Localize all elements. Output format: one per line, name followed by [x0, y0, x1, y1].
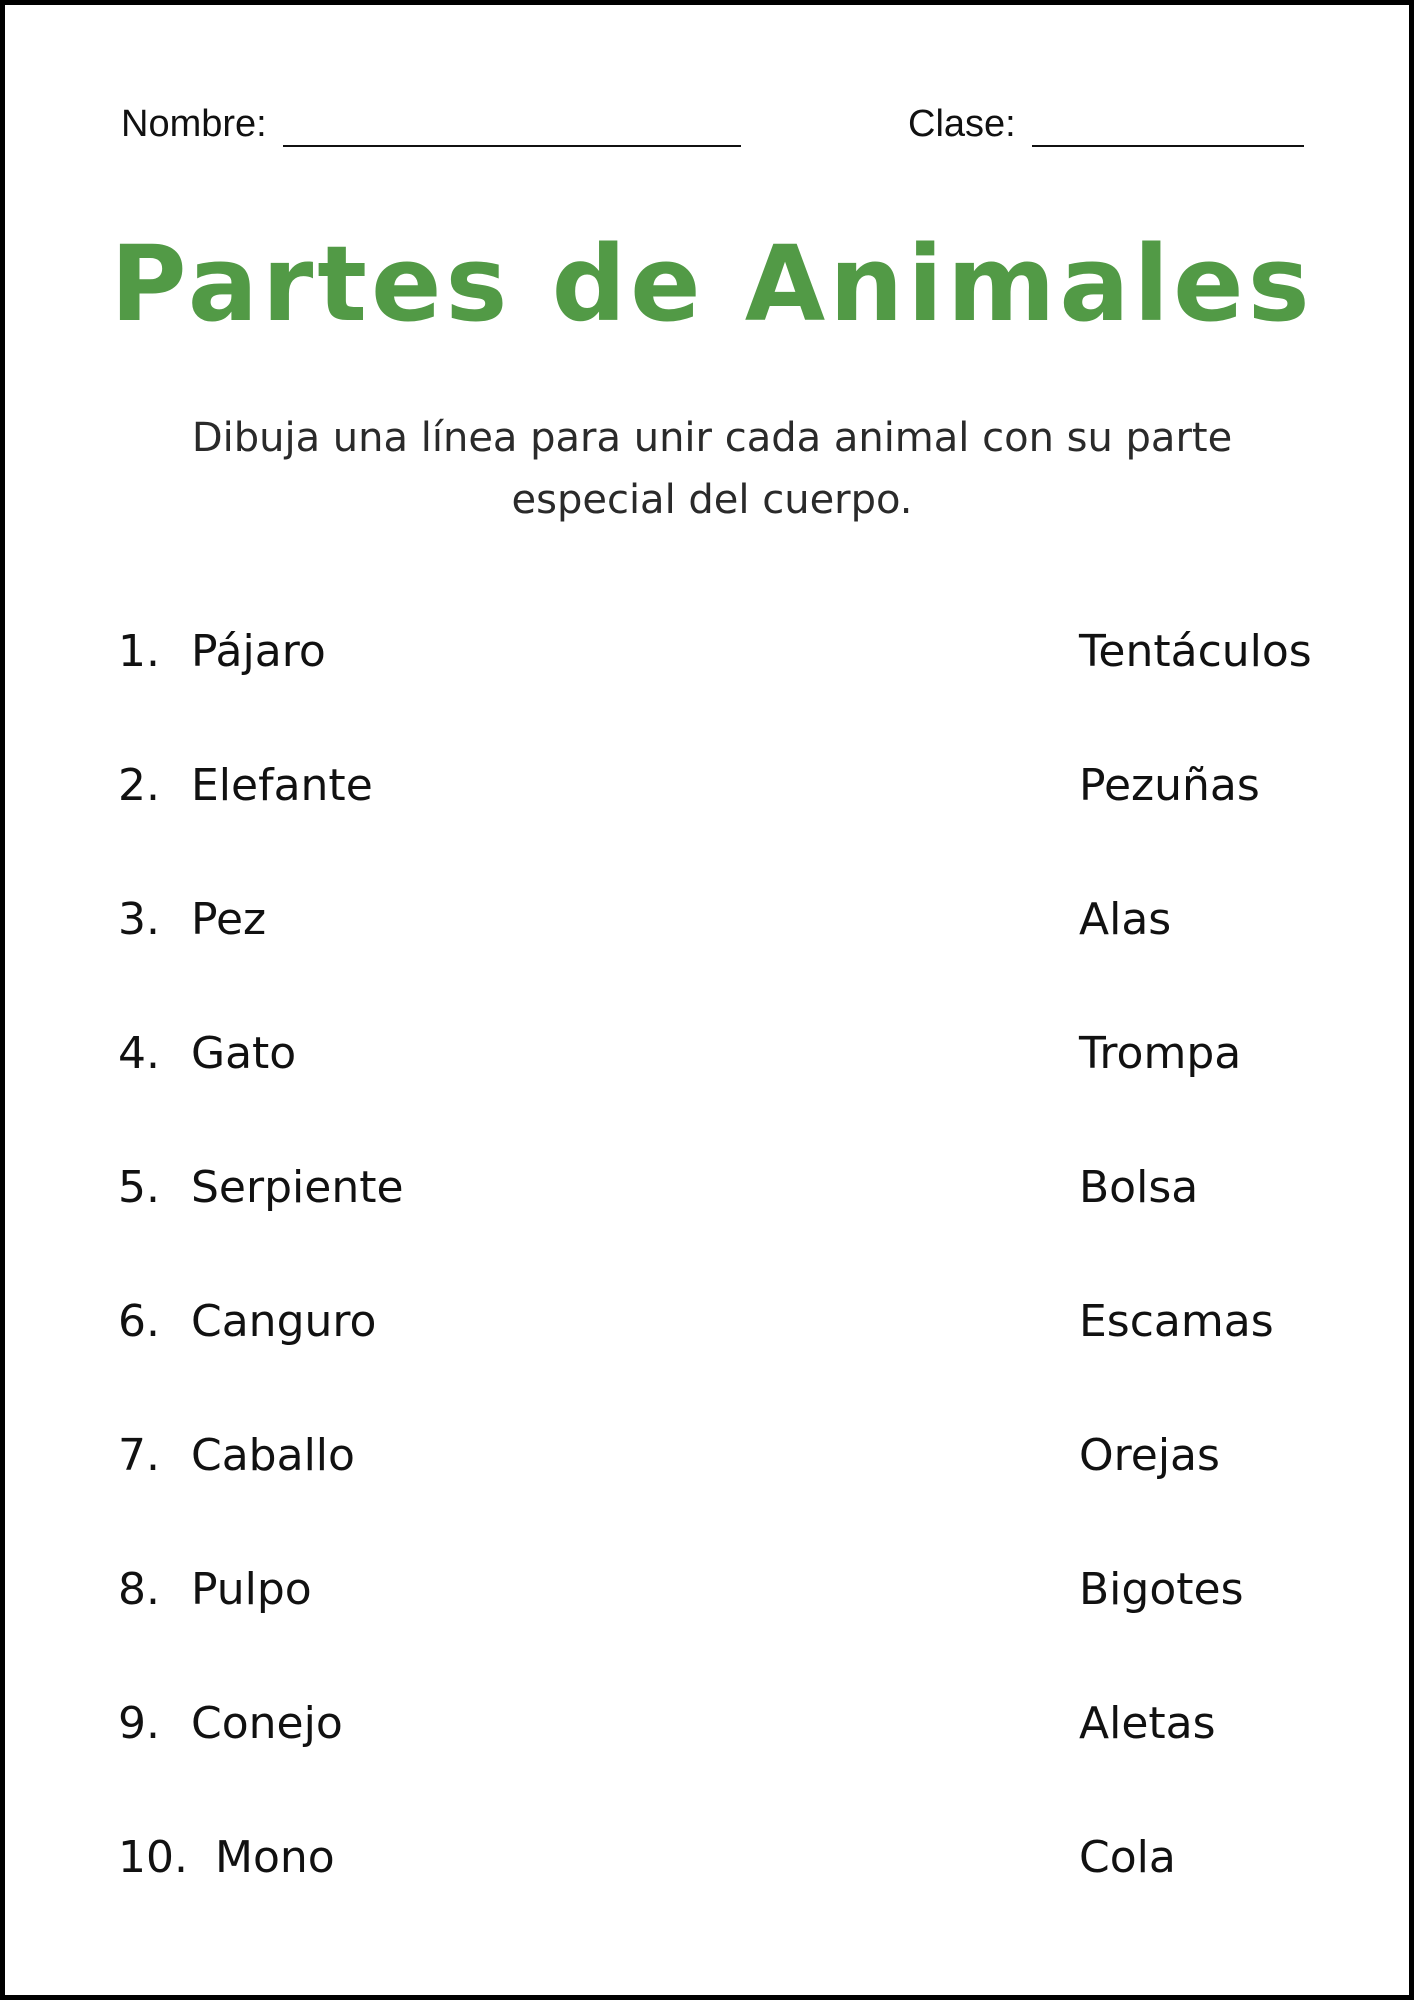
animal-name[interactable]: Pulpo [191, 1564, 312, 1615]
item-number: 1. [118, 626, 160, 677]
animal-name[interactable]: Caballo [191, 1430, 355, 1481]
match-row [5, 1426, 1414, 1486]
body-part-name[interactable]: Escamas [1079, 1296, 1274, 1347]
match-row [5, 1158, 1414, 1218]
class-field [908, 97, 1304, 147]
item-number: 3. [118, 894, 160, 945]
match-row [5, 1828, 1414, 1888]
body-part-name[interactable]: Cola [1079, 1832, 1176, 1883]
page-title: Partes de Animales [110, 223, 1314, 345]
item-number: 8. [118, 1564, 160, 1615]
class-blank-line[interactable] [1032, 99, 1304, 147]
body-part-name[interactable]: Pezuñas [1079, 760, 1260, 811]
animal-name[interactable]: Gato [191, 1028, 297, 1079]
animal-name[interactable]: Serpiente [191, 1162, 404, 1213]
item-number: 5. [118, 1162, 160, 1213]
body-part-name[interactable]: Bigotes [1079, 1564, 1244, 1615]
item-number: 7. [118, 1430, 160, 1481]
instructions-text: Dibuja una línea para unir cada animal con su parte especial del cuerpo. [191, 415, 1233, 523]
class-label: Clase: [908, 103, 1016, 145]
animal-name[interactable]: Pájaro [191, 626, 326, 677]
animal-name[interactable]: Mono [215, 1832, 335, 1883]
name-blank-line[interactable] [283, 99, 741, 147]
animal-name[interactable]: Pez [191, 894, 267, 945]
item-number: 2. [118, 760, 160, 811]
item-number: 9. [118, 1698, 160, 1749]
item-number: 10. [118, 1832, 188, 1883]
match-row [5, 1694, 1414, 1754]
match-row [5, 756, 1414, 816]
body-part-name[interactable]: Bolsa [1079, 1162, 1199, 1213]
body-part-name[interactable]: Orejas [1079, 1430, 1220, 1481]
animal-name[interactable]: Elefante [191, 760, 373, 811]
animal-name[interactable]: Canguro [191, 1296, 377, 1347]
item-number: 6. [118, 1296, 160, 1347]
body-part-name[interactable]: Trompa [1079, 1028, 1242, 1079]
match-row [5, 1292, 1414, 1352]
body-part-name[interactable]: Aletas [1079, 1698, 1216, 1749]
name-field [121, 97, 741, 147]
match-row [5, 1560, 1414, 1620]
name-label: Nombre: [121, 103, 267, 145]
body-part-name[interactable]: Tentáculos [1079, 626, 1312, 677]
match-row [5, 890, 1414, 950]
body-part-name[interactable]: Alas [1079, 894, 1172, 945]
animal-name[interactable]: Conejo [191, 1698, 343, 1749]
item-number: 4. [118, 1028, 160, 1079]
match-row [5, 1024, 1414, 1084]
match-row [5, 622, 1414, 682]
